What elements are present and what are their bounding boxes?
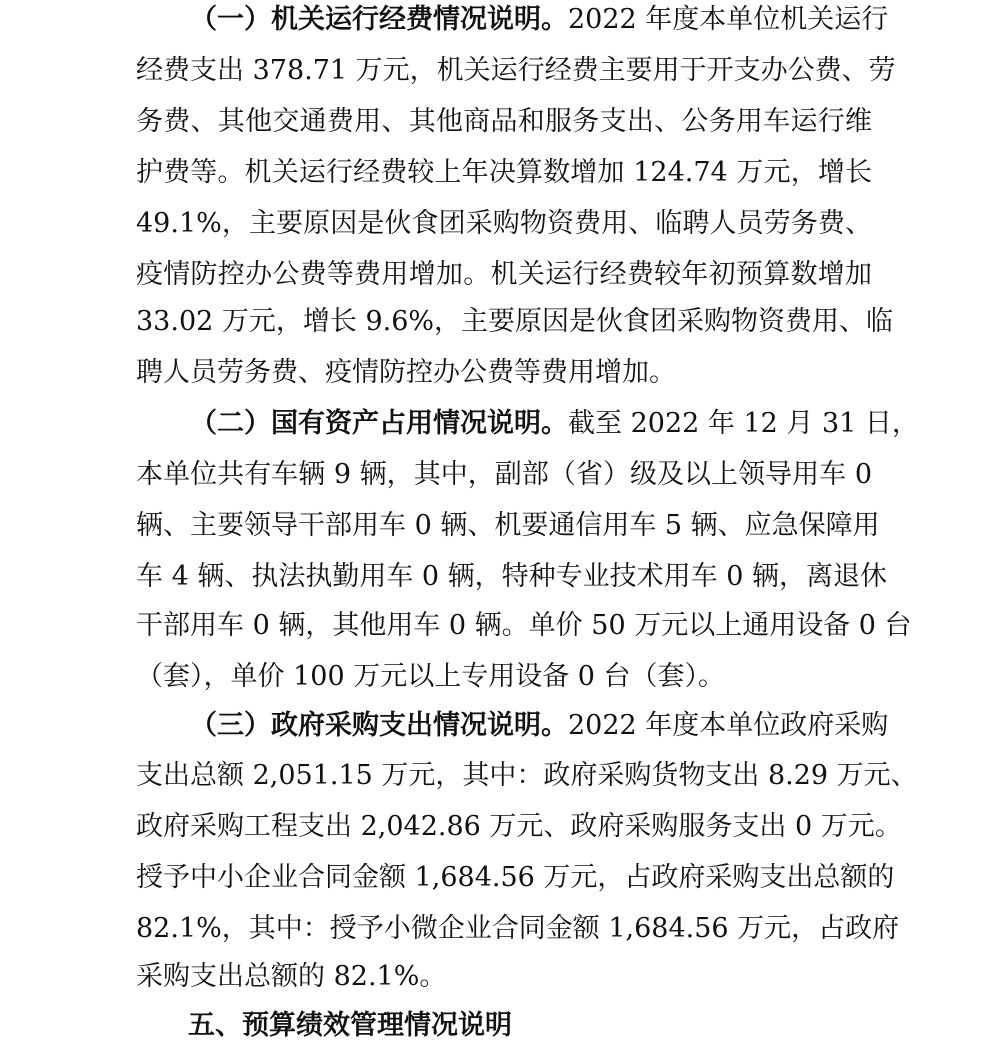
paragraph-1-line-1 bbox=[190, 0, 889, 46]
paragraph-3-line-1 bbox=[190, 700, 889, 752]
paragraph-1-line-3: 务费、其他交通费用、其他商品和服务支出、公务用车运行维 bbox=[136, 106, 872, 137]
paragraph-1-line-4: 护费等。机关运行经费较上年决算数增加 124.74 万元，增长 bbox=[136, 157, 872, 188]
paragraph-2-line-3: 辆、主要领导干部用车 0 辆、机要通信用车 5 辆、应急保障用 bbox=[136, 510, 880, 541]
paragraph-3-line-3: 政府采购工程支出 2,042.86 万元、政府采购服务支出 0 万元。 bbox=[136, 811, 902, 842]
paragraph-3-line-5: 82.1%，其中：授予小微企业合同金额 1,684.56 万元，占政府 bbox=[136, 913, 900, 944]
paragraph-2-heading: （二）国有资产占用情况说明。 bbox=[190, 408, 568, 439]
paragraph-3-line-1-text: 2022 年度本单位政府采购 bbox=[568, 710, 889, 741]
paragraph-3-line-4: 授予中小企业合同金额 1,684.56 万元，占政府采购支出总额的 bbox=[136, 862, 895, 893]
section-title: 五、预算绩效管理情况说明 bbox=[188, 1010, 512, 1041]
paragraph-1-line-6: 疫情防控办公费等费用增加。机关运行经费较年初预算数增加 bbox=[136, 259, 872, 290]
paragraph-2-line-2: 本单位共有车辆 9 辆，其中，副部（省）级及以上领导用车 0 bbox=[136, 459, 872, 490]
paragraph-1-line-2: 经费支出 378.71 万元，机关运行经费主要用于开支办公费、劳 bbox=[136, 55, 896, 86]
paragraph-2-line-1-text: 截至 2022 年 12 月 31 日， bbox=[568, 408, 919, 439]
paragraph-3-line-6: 采购支出总额的 82.1%。 bbox=[136, 961, 447, 992]
paragraph-2-line-1 bbox=[190, 398, 919, 450]
paragraph-1-line-8: 聘人员劳务费、疫情防控办公费等费用增加。 bbox=[136, 357, 676, 388]
paragraph-1-line-7: 33.02 万元，增长 9.6%，主要原因是伙食团采购物资费用、临 bbox=[136, 306, 894, 337]
paragraph-1-heading: （一）机关运行经费情况说明。 bbox=[190, 4, 568, 35]
paragraph-2-line-5: 干部用车 0 辆，其他用车 0 辆。单价 50 万元以上通用设备 0 台 bbox=[136, 610, 912, 641]
paragraph-3-line-2: 支出总额 2,051.15 万元，其中：政府采购货物支出 8.29 万元、 bbox=[136, 760, 918, 791]
paragraph-2-line-6: （套），单价 100 万元以上专用设备 0 台（套）。 bbox=[136, 661, 726, 692]
paragraph-2-line-4: 车 4 辆、执法执勤用车 0 辆，特种专业技术用车 0 辆，离退休 bbox=[136, 561, 888, 592]
paragraph-3-heading: （三）政府采购支出情况说明。 bbox=[190, 710, 568, 741]
paragraph-1-line-5: 49.1%，主要原因是伙食团采购物资费用、临聘人员劳务费、 bbox=[136, 208, 872, 239]
paragraph-1-line-1-text: 2022 年度本单位机关运行 bbox=[568, 4, 889, 35]
